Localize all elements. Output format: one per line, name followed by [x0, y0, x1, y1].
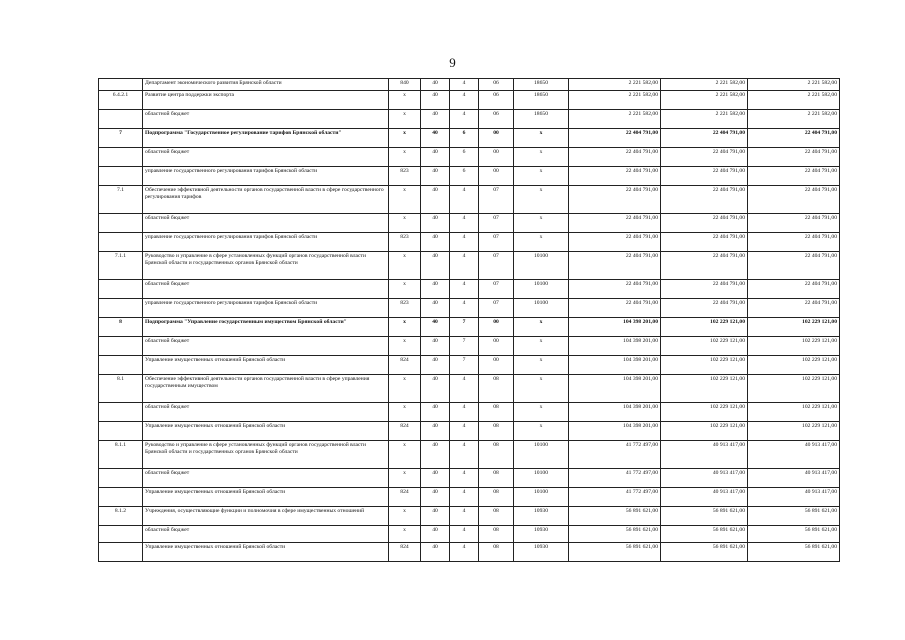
- row-amount-year3: 22 404 791,00: [748, 148, 840, 167]
- row-grbs: x: [389, 403, 421, 422]
- row-rz: 40: [421, 214, 450, 233]
- row-name: управление государственного регулирования тарифов Брянской области: [143, 233, 389, 252]
- row-rz: 40: [421, 318, 450, 337]
- row-csr: 06: [479, 91, 514, 110]
- row-amount-year1: 104 398 201,00: [569, 403, 661, 422]
- row-pr: 4: [450, 526, 479, 543]
- row-rz: 40: [421, 167, 450, 186]
- row-vr: 18650: [514, 91, 569, 110]
- row-name: областной бюджет: [143, 148, 389, 167]
- row-csr: 07: [479, 233, 514, 252]
- row-grbs: x: [389, 91, 421, 110]
- row-vr: x: [514, 422, 569, 441]
- row-name: Обеспечение эффективной деятельности органов государственной власти в сфере управления государственным имуществом: [143, 375, 389, 403]
- table-row: [99, 110, 840, 129]
- budget-table: [98, 78, 840, 562]
- table-row: [99, 422, 840, 441]
- row-vr: 10930: [514, 526, 569, 543]
- row-csr: 06: [479, 110, 514, 129]
- row-vr: x: [514, 129, 569, 148]
- row-code: [99, 167, 143, 186]
- table-row: [99, 375, 840, 403]
- row-vr: 18650: [514, 79, 569, 91]
- row-vr: x: [514, 148, 569, 167]
- row-amount-year1: 22 404 791,00: [569, 280, 661, 299]
- row-grbs: x: [389, 186, 421, 214]
- row-vr: x: [514, 403, 569, 422]
- row-amount-year3: 2 221 582,00: [748, 79, 840, 91]
- row-name: Обеспечение эффективной деятельности органов государственной власти в сфере государственного регулирования тарифов: [143, 186, 389, 214]
- row-amount-year3: 56 891 621,00: [748, 507, 840, 526]
- row-csr: 00: [479, 167, 514, 186]
- row-pr: 4: [450, 280, 479, 299]
- table-body: [99, 79, 840, 562]
- row-name: Управление имущественных отношений Брянской области: [143, 356, 389, 375]
- row-code: [99, 469, 143, 488]
- row-pr: 4: [450, 252, 479, 280]
- row-amount-year2: 22 404 791,00: [661, 129, 748, 148]
- row-pr: 4: [450, 299, 479, 318]
- row-rz: 40: [421, 186, 450, 214]
- row-pr: 4: [450, 469, 479, 488]
- row-rz: 40: [421, 441, 450, 469]
- row-rz: 40: [421, 337, 450, 356]
- row-csr: 00: [479, 148, 514, 167]
- row-amount-year3: 102 229 121,00: [748, 337, 840, 356]
- row-pr: 6: [450, 167, 479, 186]
- row-code: [99, 337, 143, 356]
- row-grbs: 823: [389, 299, 421, 318]
- row-vr: 10930: [514, 507, 569, 526]
- row-pr: 7: [450, 318, 479, 337]
- row-name: Управление имущественных отношений Брянской области: [143, 488, 389, 507]
- row-amount-year3: 102 229 121,00: [748, 375, 840, 403]
- row-amount-year3: 40 913 417,00: [748, 469, 840, 488]
- row-vr: x: [514, 214, 569, 233]
- row-grbs: 823: [389, 167, 421, 186]
- row-code: [99, 233, 143, 252]
- row-csr: 08: [479, 507, 514, 526]
- table-row: [99, 469, 840, 488]
- row-name: областной бюджет: [143, 469, 389, 488]
- row-rz: 40: [421, 280, 450, 299]
- row-code: 6.4.2.1: [99, 91, 143, 110]
- row-csr: 00: [479, 129, 514, 148]
- row-name: областной бюджет: [143, 214, 389, 233]
- row-grbs: x: [389, 280, 421, 299]
- row-amount-year2: 22 404 791,00: [661, 148, 748, 167]
- row-amount-year1: 56 891 621,00: [569, 543, 661, 562]
- row-amount-year3: 22 404 791,00: [748, 252, 840, 280]
- row-amount-year1: 22 404 791,00: [569, 186, 661, 214]
- row-code: [99, 280, 143, 299]
- row-code: [99, 299, 143, 318]
- row-code: 7.1: [99, 186, 143, 214]
- row-vr: 18650: [514, 110, 569, 129]
- row-amount-year1: 41 772 497,00: [569, 488, 661, 507]
- row-amount-year2: 22 404 791,00: [661, 167, 748, 186]
- table-row: [99, 148, 840, 167]
- row-amount-year1: 104 398 201,00: [569, 422, 661, 441]
- row-vr: x: [514, 337, 569, 356]
- row-vr: 10100: [514, 299, 569, 318]
- row-name: Подпрограмма "Управление государственным имуществом Брянской области": [143, 318, 389, 337]
- row-grbs: 824: [389, 356, 421, 375]
- row-pr: 4: [450, 507, 479, 526]
- row-pr: 4: [450, 422, 479, 441]
- row-name: областной бюджет: [143, 526, 389, 543]
- row-grbs: x: [389, 469, 421, 488]
- row-code: 8: [99, 318, 143, 337]
- row-rz: 40: [421, 375, 450, 403]
- row-csr: 07: [479, 186, 514, 214]
- row-amount-year1: 2 221 582,00: [569, 91, 661, 110]
- row-code: 8.1.2: [99, 507, 143, 526]
- row-amount-year3: 56 891 621,00: [748, 526, 840, 543]
- page-number: 9: [449, 55, 456, 70]
- row-amount-year2: 102 229 121,00: [661, 318, 748, 337]
- row-pr: 4: [450, 214, 479, 233]
- row-amount-year2: 22 404 791,00: [661, 299, 748, 318]
- row-csr: 07: [479, 252, 514, 280]
- row-name: Подпрограмма "Государственное регулирование тарифов Брянской области": [143, 129, 389, 148]
- row-name: областной бюджет: [143, 337, 389, 356]
- row-grbs: x: [389, 507, 421, 526]
- row-csr: 08: [479, 488, 514, 507]
- row-amount-year1: 104 398 201,00: [569, 318, 661, 337]
- row-csr: 07: [479, 280, 514, 299]
- row-amount-year2: 22 404 791,00: [661, 186, 748, 214]
- table-row: [99, 403, 840, 422]
- row-amount-year2: 40 913 417,00: [661, 441, 748, 469]
- row-vr: x: [514, 375, 569, 403]
- row-rz: 40: [421, 129, 450, 148]
- row-csr: 06: [479, 79, 514, 91]
- row-code: 8.1: [99, 375, 143, 403]
- row-rz: 40: [421, 469, 450, 488]
- row-csr: 00: [479, 356, 514, 375]
- row-name: управление государственного регулирования тарифов Брянской области: [143, 167, 389, 186]
- row-code: [99, 422, 143, 441]
- row-amount-year1: 22 404 791,00: [569, 299, 661, 318]
- row-amount-year3: 22 404 791,00: [748, 280, 840, 299]
- row-amount-year1: 56 891 621,00: [569, 507, 661, 526]
- row-vr: 10100: [514, 469, 569, 488]
- row-name: Департамент экономического развития Брянской области: [143, 79, 389, 91]
- row-code: 7: [99, 129, 143, 148]
- row-csr: 00: [479, 318, 514, 337]
- row-amount-year2: 22 404 791,00: [661, 214, 748, 233]
- row-pr: 7: [450, 356, 479, 375]
- table-row: [99, 91, 840, 110]
- row-amount-year1: 41 772 497,00: [569, 469, 661, 488]
- row-grbs: 824: [389, 488, 421, 507]
- row-code: [99, 488, 143, 507]
- row-code: [99, 79, 143, 91]
- row-vr: x: [514, 318, 569, 337]
- table-row: [99, 356, 840, 375]
- row-csr: 00: [479, 337, 514, 356]
- row-amount-year3: 40 913 417,00: [748, 441, 840, 469]
- row-pr: 4: [450, 233, 479, 252]
- row-csr: 08: [479, 422, 514, 441]
- row-vr: x: [514, 233, 569, 252]
- row-amount-year3: 2 221 582,00: [748, 110, 840, 129]
- row-amount-year2: 56 891 621,00: [661, 526, 748, 543]
- row-rz: 40: [421, 507, 450, 526]
- row-amount-year1: 22 404 791,00: [569, 129, 661, 148]
- table-row: [99, 507, 840, 526]
- row-rz: 40: [421, 252, 450, 280]
- row-amount-year3: 22 404 791,00: [748, 233, 840, 252]
- row-csr: 08: [479, 441, 514, 469]
- row-name: областной бюджет: [143, 280, 389, 299]
- row-amount-year2: 2 221 582,00: [661, 91, 748, 110]
- row-amount-year2: 40 913 417,00: [661, 488, 748, 507]
- row-amount-year2: 56 891 621,00: [661, 507, 748, 526]
- row-csr: 08: [479, 543, 514, 562]
- row-code: 8.1.1: [99, 441, 143, 469]
- table-row: [99, 186, 840, 214]
- row-amount-year2: 2 221 582,00: [661, 79, 748, 91]
- row-csr: 08: [479, 526, 514, 543]
- row-rz: 40: [421, 233, 450, 252]
- row-rz: 40: [421, 526, 450, 543]
- row-rz: 40: [421, 422, 450, 441]
- row-amount-year1: 22 404 791,00: [569, 252, 661, 280]
- row-rz: 40: [421, 91, 450, 110]
- row-amount-year3: 102 229 121,00: [748, 403, 840, 422]
- row-csr: 07: [479, 214, 514, 233]
- row-vr: x: [514, 167, 569, 186]
- row-rz: 40: [421, 110, 450, 129]
- row-name: Управление имущественных отношений Брянской области: [143, 543, 389, 562]
- table-row: [99, 318, 840, 337]
- row-grbs: x: [389, 110, 421, 129]
- row-csr: 08: [479, 469, 514, 488]
- row-vr: x: [514, 356, 569, 375]
- row-amount-year1: 41 772 497,00: [569, 441, 661, 469]
- row-grbs: 840: [389, 79, 421, 91]
- row-grbs: x: [389, 129, 421, 148]
- row-grbs: x: [389, 214, 421, 233]
- row-amount-year2: 102 229 121,00: [661, 356, 748, 375]
- row-pr: 4: [450, 441, 479, 469]
- row-grbs: x: [389, 148, 421, 167]
- row-vr: 10930: [514, 543, 569, 562]
- row-name: Управление имущественных отношений Брянской области: [143, 422, 389, 441]
- row-rz: 40: [421, 543, 450, 562]
- row-amount-year2: 56 891 621,00: [661, 543, 748, 562]
- row-code: [99, 543, 143, 562]
- row-pr: 4: [450, 375, 479, 403]
- row-grbs: 823: [389, 233, 421, 252]
- row-code: 7.1.1: [99, 252, 143, 280]
- row-pr: 4: [450, 488, 479, 507]
- row-name: Руководство и управление в сфере установленных функций органов государственной власти Брянской области и государственных органов Брянской области: [143, 441, 389, 469]
- row-grbs: 824: [389, 422, 421, 441]
- row-amount-year2: 102 229 121,00: [661, 337, 748, 356]
- row-vr: 10100: [514, 441, 569, 469]
- table-row: [99, 214, 840, 233]
- row-grbs: x: [389, 318, 421, 337]
- row-name: управление государственного регулирования тарифов Брянской области: [143, 299, 389, 318]
- table-row: [99, 252, 840, 280]
- row-rz: 40: [421, 356, 450, 375]
- row-pr: 4: [450, 110, 479, 129]
- row-amount-year2: 22 404 791,00: [661, 233, 748, 252]
- row-vr: 10100: [514, 280, 569, 299]
- row-amount-year2: 22 404 791,00: [661, 252, 748, 280]
- row-rz: 40: [421, 79, 450, 91]
- table-row: [99, 79, 840, 91]
- row-amount-year3: 40 913 417,00: [748, 488, 840, 507]
- row-amount-year1: 2 221 582,00: [569, 79, 661, 91]
- row-pr: 4: [450, 403, 479, 422]
- row-vr: x: [514, 186, 569, 214]
- table-row: [99, 337, 840, 356]
- table-row: [99, 280, 840, 299]
- row-amount-year3: 102 229 121,00: [748, 318, 840, 337]
- row-amount-year1: 22 404 791,00: [569, 214, 661, 233]
- row-code: [99, 110, 143, 129]
- row-amount-year2: 102 229 121,00: [661, 403, 748, 422]
- row-pr: 4: [450, 186, 479, 214]
- row-code: [99, 356, 143, 375]
- row-pr: 7: [450, 337, 479, 356]
- table-row: [99, 233, 840, 252]
- row-amount-year2: 40 913 417,00: [661, 469, 748, 488]
- row-amount-year1: 22 404 791,00: [569, 148, 661, 167]
- row-amount-year1: 104 398 201,00: [569, 375, 661, 403]
- row-amount-year3: 22 404 791,00: [748, 167, 840, 186]
- row-amount-year3: 22 404 791,00: [748, 299, 840, 318]
- table-row: [99, 488, 840, 507]
- row-code: [99, 214, 143, 233]
- row-code: [99, 526, 143, 543]
- row-pr: 4: [450, 91, 479, 110]
- row-pr: 4: [450, 79, 479, 91]
- row-amount-year2: 102 229 121,00: [661, 422, 748, 441]
- row-amount-year2: 2 221 582,00: [661, 110, 748, 129]
- row-name: Развитие центра поддержки экспорта: [143, 91, 389, 110]
- row-rz: 40: [421, 403, 450, 422]
- row-amount-year1: 56 891 621,00: [569, 526, 661, 543]
- row-name: областной бюджет: [143, 403, 389, 422]
- row-amount-year1: 104 398 201,00: [569, 356, 661, 375]
- row-grbs: x: [389, 252, 421, 280]
- row-amount-year1: 22 404 791,00: [569, 233, 661, 252]
- row-amount-year1: 22 404 791,00: [569, 167, 661, 186]
- row-amount-year1: 2 221 582,00: [569, 110, 661, 129]
- row-pr: 6: [450, 129, 479, 148]
- table-row: [99, 167, 840, 186]
- row-name: Учреждения, осуществляющие функции и полномочия в сфере имущественных отношений: [143, 507, 389, 526]
- row-name: Руководство и управление в сфере установленных функций органов государственной власти Брянской области и государственных органов Брянской области: [143, 252, 389, 280]
- row-amount-year1: 104 398 201,00: [569, 337, 661, 356]
- table-row: [99, 299, 840, 318]
- row-grbs: 824: [389, 543, 421, 562]
- row-pr: 4: [450, 543, 479, 562]
- table-row: [99, 526, 840, 543]
- row-name: областной бюджет: [143, 110, 389, 129]
- row-amount-year3: 22 404 791,00: [748, 129, 840, 148]
- table-row: [99, 129, 840, 148]
- row-amount-year3: 56 891 621,00: [748, 543, 840, 562]
- table-row: [99, 441, 840, 469]
- row-csr: 08: [479, 375, 514, 403]
- table-row: [99, 543, 840, 562]
- row-code: [99, 403, 143, 422]
- row-amount-year3: 2 221 582,00: [748, 91, 840, 110]
- row-grbs: x: [389, 375, 421, 403]
- row-pr: 6: [450, 148, 479, 167]
- row-vr: 10100: [514, 488, 569, 507]
- row-grbs: x: [389, 337, 421, 356]
- row-code: [99, 148, 143, 167]
- row-rz: 40: [421, 148, 450, 167]
- row-rz: 40: [421, 488, 450, 507]
- row-amount-year3: 22 404 791,00: [748, 186, 840, 214]
- row-csr: 08: [479, 403, 514, 422]
- row-csr: 07: [479, 299, 514, 318]
- row-grbs: x: [389, 526, 421, 543]
- row-amount-year3: 22 404 791,00: [748, 214, 840, 233]
- row-amount-year2: 102 229 121,00: [661, 375, 748, 403]
- row-rz: 40: [421, 299, 450, 318]
- row-amount-year2: 22 404 791,00: [661, 280, 748, 299]
- row-amount-year3: 102 229 121,00: [748, 422, 840, 441]
- row-grbs: x: [389, 441, 421, 469]
- row-vr: 10100: [514, 252, 569, 280]
- row-amount-year3: 102 229 121,00: [748, 356, 840, 375]
